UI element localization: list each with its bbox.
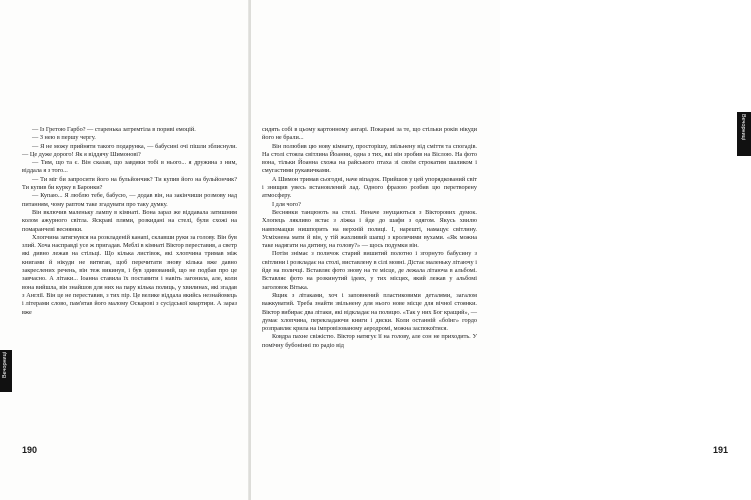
paragraph: — Купаю... Я люблю тебе, бабусю, — додав він, на закінчиши розмову над питанням, чому раптом таке згадувати про таку думку.: [22, 192, 237, 208]
paragraph: А Шимон тримав сьогодні, наче віпадок. Прийшов у цей упорядкований світ і знищив увесь встановлений лад. Одного фразою розбив цю перетворену атмосферу.: [262, 175, 477, 200]
page-number-right: 191: [713, 445, 729, 455]
paragraph: — Із Гретою Гарбо? — старенька затремтіла в пориві емоцій.: [32, 126, 196, 133]
running-head-right: Вечорниці: [740, 114, 746, 141]
page-number-left: 190: [22, 445, 38, 455]
left-page: [0, 0, 249, 500]
paragraph: сидять собі в цьому картонному ангарі. Покарані за те, що стільки років нікуди його не брали...: [262, 126, 477, 142]
paragraph: Ковдра пахне свіжістю. Віктор натягує її на голову, але сон не приходить. У помічну бубонінні по радіо від: [262, 333, 477, 349]
paragraph: Він включив маленьку лампу в кімнаті. Вона зараз же віддавала затишним колом ажурного світла. Яскраві плями, розкидані на стелі, були схожі на помаранчеві веснянки.: [22, 208, 237, 233]
paragraph: Веснянки танцюють на стелі. Неначе знущаються з Вікторових думок. Хлопець лякливо встає з ліжка і йде до шафи з одягом. Якусь хвилю навпомацки нишпорить на верхній полиці. І, нарешті, намацує світлину. Усміхнена мати й він, у тій жахливий шапці з кролячими вухами. «Як можна таке надягати на дитину, на голову?» — щось подумки він.: [262, 208, 477, 250]
paragraph: — З нею в першу чергу.: [32, 134, 96, 142]
paragraph: Потім знімає з поличок старий вишитий полотно і згорнуто бабусину з світлини і розкладає на столі, виставлену в сілі мовні. Дістає маленьку літаючу і йде на поличці. Вставляє фото знову на те місце, де лежала літаюча в альбомі. Вставляє фото на розкинутий ідеях, у тих місцях, який лежав у альбомі заголовок Вітька.: [262, 250, 477, 291]
left-page-text: [22, 126, 237, 317]
paragraph: Хлопчина затягнувся на розкладеній канапі, склавши руки за голову. Він був злий. Хоча насправді усе ж пригадав. Меблі в кімнаті Віктор переставив, а светр які дивно лежав на стільці. Що кілька листівок, які хлопчина тримав між книгами й нікуди не витягав, щоб перечитати знову кілька вже давно закреслених речень, він теж викинув, і був здивований, що не подбав про це завчасно. А літаки... Іоанна ставила їх поставити і навіть загонила, але, коли вона вийшла, він знайшов для них на пару кілька полиць, у хвилинах, які згадав з Англії. Він це не переставив, з тих пір. Це велике віддала якийсь незнайомець і літерами слово, пам'ятав його малому Оскарові з сусідської квартири. А зараз вже: [22, 233, 237, 316]
paragraph: Він полюбив цю нову кімнату, просторішу, звільнену від сміття та спогадів. На столі стояла світлина Йоанни, одна з тих, які він зробив на Віслою. На фото вона, тільки Йоанна схожа на райського птаха зі своїм строкатим шаликом і смугастими рукавичками.: [262, 142, 477, 175]
paragraph: І для чого?: [272, 200, 301, 208]
right-page-text: [262, 126, 477, 350]
paragraph: — Ти міг би запросити його на бульйончик? Ти купив його на бульйончик? Ти купив би курку в Баронки?: [22, 175, 237, 192]
paragraph: Ящик з літаками, хоч і заповнений пластиковими деталями, загалом важкуватий. Треба знайти звільнену для нього нове місце для вічної стоянки. Віктор вибирає два літаки, які відкладає на полицю. «Так у них Бог кращий», — думає хлопчина, перекладаючи книги і диски. Коли останній «боїнг» гордо розправляє крила на імпровізованому аеродромі, можна заспокоїтися.: [262, 291, 477, 333]
running-head-left: Вечорниці: [2, 352, 8, 379]
paragraph: — Я не можу прийняти такого подарунка, — бабусині очі пішли зблиснули. — Це дуже дорого! Як я віддячу Шимонові?: [22, 142, 237, 158]
paragraph: — Тим, що та є. Він сказав, що завдяки тобі в нього... я дружина з ним, віддала я з того...: [22, 159, 237, 175]
